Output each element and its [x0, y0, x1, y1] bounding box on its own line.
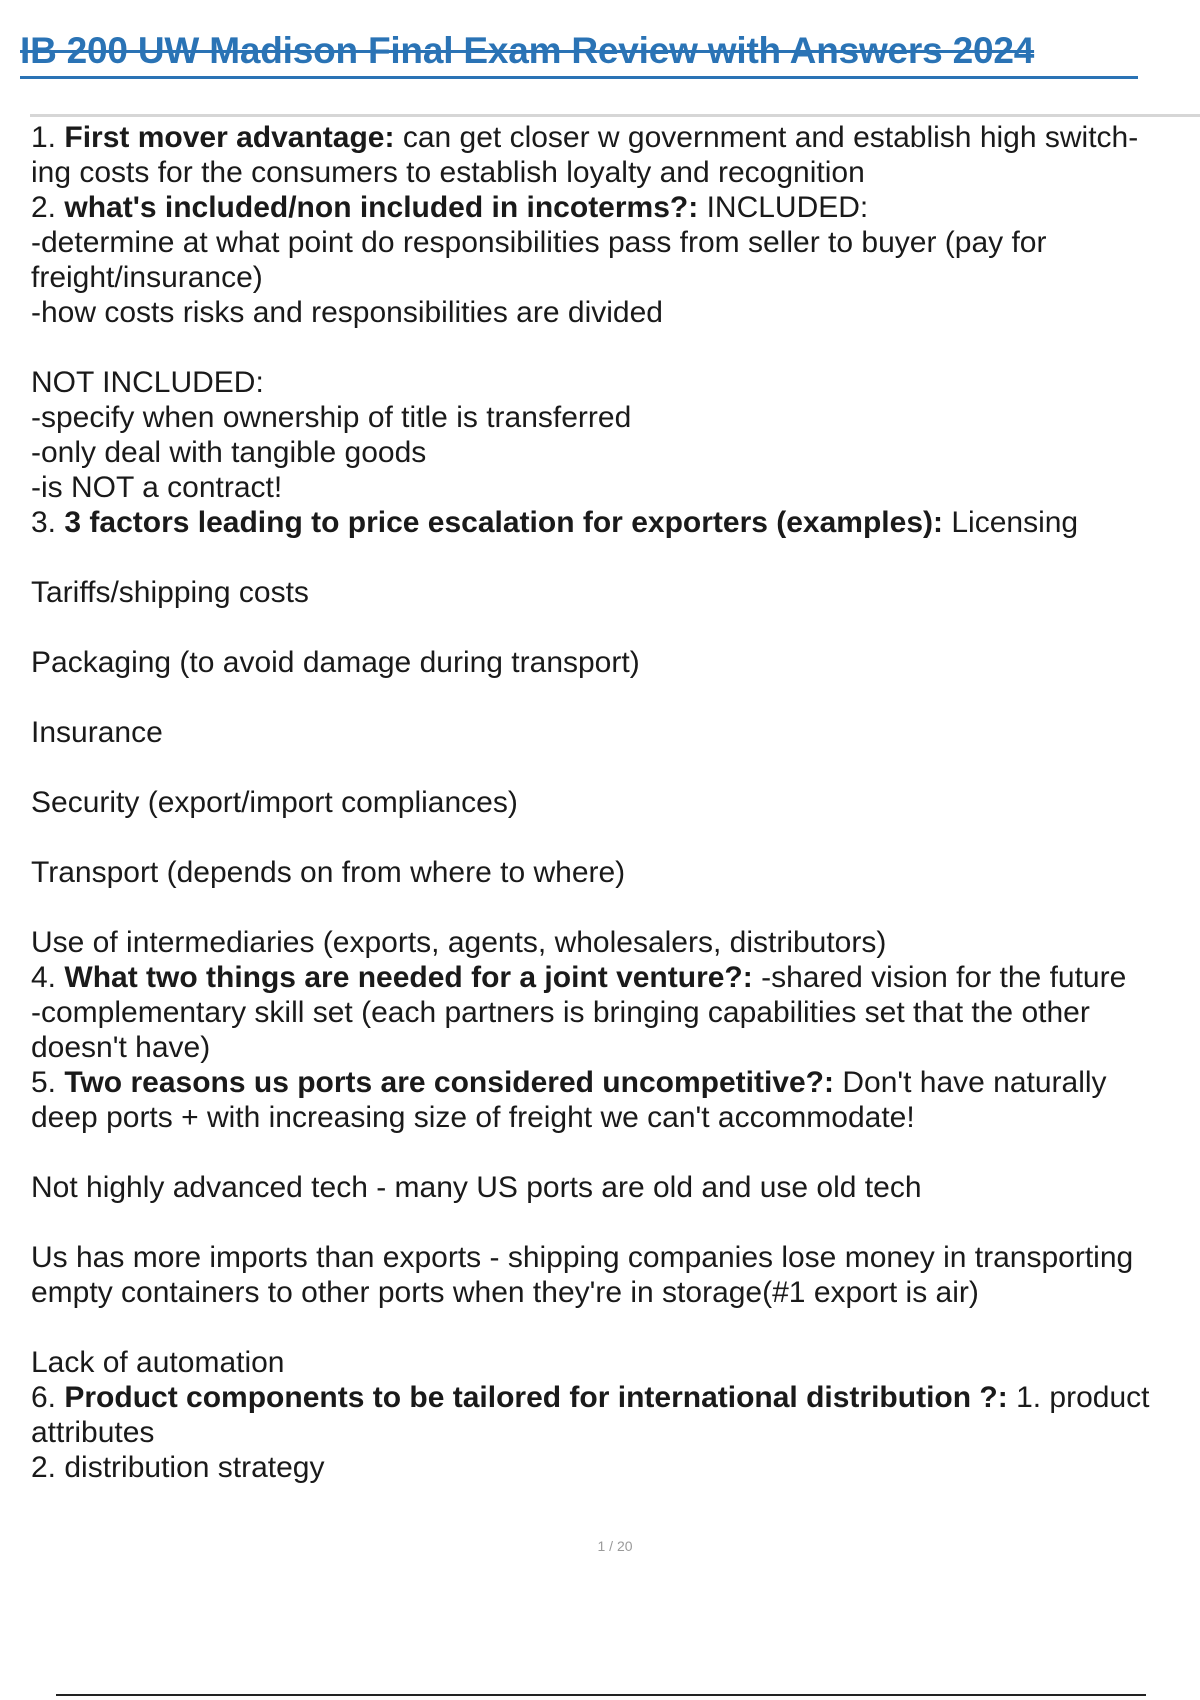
answer-line: Transport (depends on from where to where): [31, 856, 626, 889]
answer-line: -how costs risks and responsibilities are divided: [31, 296, 663, 329]
footer-divider: [56, 1694, 1146, 1696]
qa-item-6: [31, 1380, 1197, 1485]
answer-text: INCLUDED:: [706, 191, 869, 224]
answer-line: doesn't have): [31, 1031, 211, 1064]
answer-line: deep ports + with increasing size of freight we can't accommodate!: [31, 1101, 915, 1134]
blank-line: [31, 1205, 1197, 1240]
qa-item-4: [31, 960, 1197, 1065]
item-number: 6.: [31, 1381, 57, 1414]
answer-line: attributes: [31, 1416, 155, 1449]
item-number: 5.: [31, 1066, 57, 1099]
qa-item-first-line: [31, 120, 1197, 155]
item-number: 1.: [31, 121, 57, 154]
answer-text: -shared vision for the future: [761, 961, 1127, 994]
blank-line: [31, 330, 1197, 365]
answer-line: freight/insurance): [31, 261, 263, 294]
qa-item-first-line: [31, 505, 1197, 540]
question-text: 3 factors leading to price escalation for exporters (examples):: [64, 506, 943, 539]
qa-list: [31, 120, 1197, 1485]
answer-line: Tariffs/shipping costs: [31, 576, 309, 609]
answer-line: Security (export/import compliances): [31, 786, 518, 819]
answer-line: Not highly advanced tech - many US ports are old and use old tech: [31, 1171, 922, 1204]
qa-item-first-line: [31, 1065, 1197, 1100]
qa-item-first-line: [31, 190, 1197, 225]
blank-line: [31, 1310, 1197, 1345]
answer-line: -only deal with tangible goods: [31, 436, 427, 469]
answer-line: ing costs for the consumers to establish loyalty and recognition: [31, 156, 865, 189]
blank-line: [31, 890, 1197, 925]
question-text: Two reasons us ports are considered uncompetitive?:: [64, 1066, 834, 1099]
answer-text: can get closer w government and establish high switch-: [402, 121, 1139, 154]
blank-line: [31, 680, 1197, 715]
document-title: IB 200 UW Madison Final Exam Review with Answers 2024: [20, 30, 1035, 71]
title-underline: [20, 76, 1138, 79]
answer-line: -determine at what point do responsibilities pass from seller to buyer (pay for: [31, 226, 1047, 259]
qa-item-first-line: [31, 1380, 1197, 1415]
question-text: What two things are needed for a joint venture?:: [64, 961, 753, 994]
qa-item-3: [31, 505, 1197, 960]
answer-line: Packaging (to avoid damage during transport): [31, 646, 640, 679]
answer-line: Us has more imports than exports - shipping companies lose money in transporting: [31, 1241, 1134, 1274]
answer-line: Lack of automation: [31, 1346, 285, 1379]
answer-line: NOT INCLUDED:: [31, 366, 264, 399]
answer-line: empty containers to other ports when they're in storage(#1 export is air): [31, 1276, 979, 1309]
item-number: 2.: [31, 191, 57, 224]
blank-line: [31, 1135, 1197, 1170]
qa-item-5: [31, 1065, 1197, 1380]
answer-line: -is NOT a contract!: [31, 471, 283, 504]
question-text: what's included/non included in incoterms?:: [64, 191, 699, 224]
title-divider: [30, 114, 1200, 117]
page-number: 1 / 20: [597, 1538, 633, 1554]
qa-item-2: [31, 190, 1197, 505]
question-text: Product components to be tailored for international distribution ?:: [64, 1381, 1008, 1414]
answer-line: -complementary skill set (each partners is bringing capabilities set that the other: [31, 996, 1090, 1029]
blank-line: [31, 750, 1197, 785]
answer-text: Don't have naturally: [842, 1066, 1107, 1099]
qa-item-1: [31, 120, 1197, 190]
blank-line: [31, 820, 1197, 855]
question-text: First mover advantage:: [64, 121, 395, 154]
blank-line: [31, 540, 1197, 575]
answer-text: 1. product: [1016, 1381, 1150, 1414]
qa-item-first-line: [31, 960, 1197, 995]
item-number: 3.: [31, 506, 57, 539]
answer-line: Use of intermediaries (exports, agents, wholesalers, distributors): [31, 926, 887, 959]
answer-line: 2. distribution strategy: [31, 1451, 325, 1484]
answer-text: Licensing: [951, 506, 1079, 539]
item-number: 4.: [31, 961, 57, 994]
answer-line: Insurance: [31, 716, 163, 749]
answer-line: -specify when ownership of title is transferred: [31, 401, 632, 434]
blank-line: [31, 610, 1197, 645]
